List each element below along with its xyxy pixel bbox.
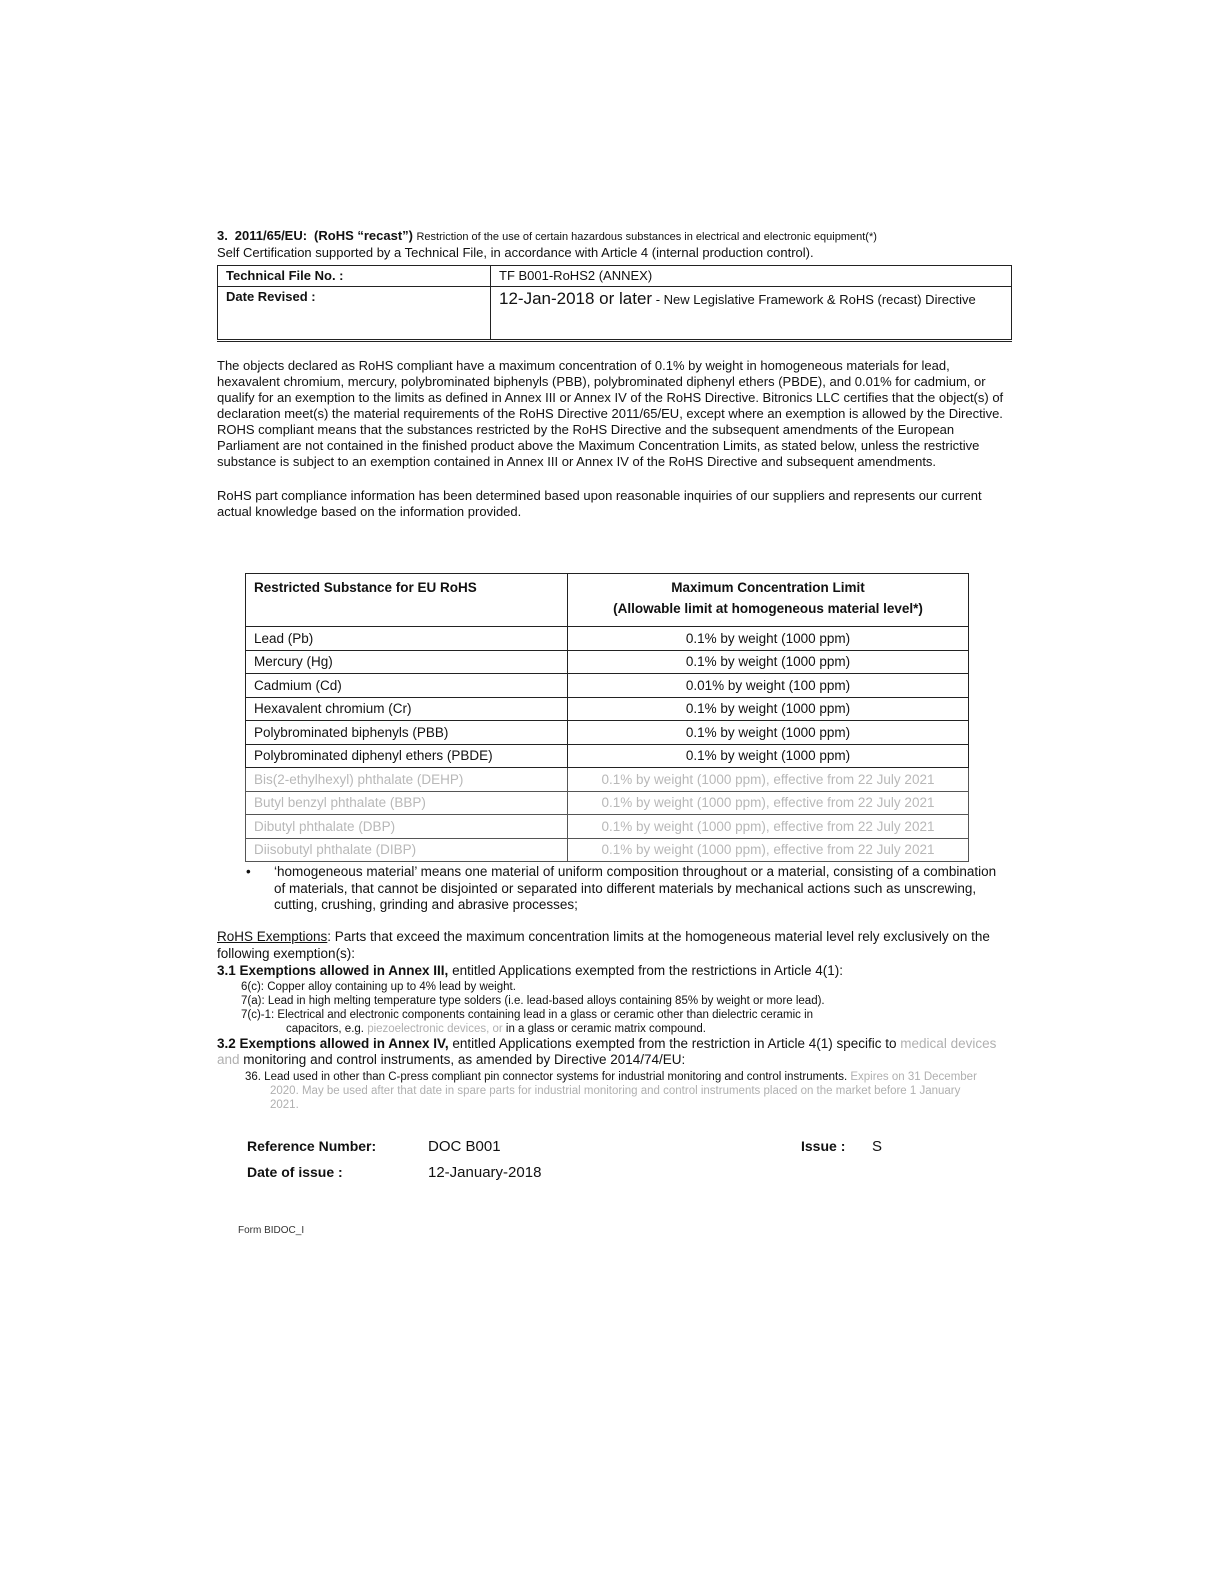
homogeneous-material-text: ‘homogeneous material’ means one material of uniform composition throughout or a material, consisting of a combination of materials, that cannot be disjointed or separated into different materials by mechanical actions such as unscrewing, cutting, crushing, grinding and abrasive processes;: [274, 864, 997, 912]
date-revised-label: Date Revised :: [218, 287, 491, 341]
table-row: [246, 744, 969, 768]
annex4-title: 3.2 Exemptions allowed in Annex IV,: [217, 1035, 449, 1051]
compliance-paragraph: The objects declared as RoHS compliant have a maximum concentration of 0.1% by weight in homogeneous materials for lead, hexavalent chromium, mercury, polybrominated biphenyls (PBB), polybrominated diphenyl ethers (PBDE), and 0.01% for cadmium, or qualify for an exemption to the limits as defined in Annex III or Annex IV of the RoHS Directive. Bitronics LLC certifies that the object(s) of declaration meet(s) the material requirements of the RoHS Directive 2011/65/EU, except where an exemption is allowed by the Directive. ROHS compliant means that the substances restricted by the RoHS Directive and the subsequent amendments of the European Parliament are not contained in the finished product above the Maximum Concentration Limits, as stated below, unless the restrictive substance is subject to an exemption contained in Annex III or Annex IV of the RoHS Directive and subsequent amendments.: [217, 358, 1004, 469]
substance-cell: Lead (Pb): [246, 627, 568, 651]
section-number: 3.: [217, 228, 228, 243]
header-limit-line1: Maximum Concentration Limit: [671, 580, 865, 595]
list-item: 7(c)-1: Electrical and electronic components containing lead in a glass or ceramic other than dielectric ceramic in: [241, 1008, 814, 1021]
limit-cell: 0.1% by weight (1000 ppm), effective from 22 July 2021: [568, 815, 969, 839]
directive-subtitle: Restriction of the use of certain hazardous substances in electrical and electronic equipment(*): [416, 231, 877, 243]
list-item-continuation: [286, 1022, 1007, 1036]
section-title: [217, 228, 1007, 245]
knowledge-paragraph: RoHS part compliance information has been determined based upon reasonable inquiries of our suppliers and represents our current actual knowledge based on the information provided.: [217, 488, 982, 519]
technical-file-label: Technical File No. :: [218, 266, 491, 287]
table-row: [246, 627, 969, 651]
rohs-exemptions-link[interactable]: RoHS Exemptions: [217, 929, 328, 944]
date-of-issue-label: Date of issue :: [247, 1164, 343, 1180]
table-row: [246, 815, 969, 839]
table-row: [246, 721, 969, 745]
issue-value: S: [872, 1138, 883, 1155]
exemptions-intro-text: : Parts that exceed the maximum concentration limits at the homogeneous material level rely exclusively on the following exemption(s):: [217, 929, 990, 961]
annex3-list: [241, 980, 1007, 1036]
date-revised-cell: [491, 287, 1012, 341]
limit-cell: 0.1% by weight (1000 ppm), effective from 22 July 2021: [568, 838, 969, 862]
declaration-section: [217, 228, 1007, 520]
date-revised-value: 12-Jan-2018 or later: [499, 289, 653, 308]
directive-name: (RoHS “recast”): [314, 228, 413, 243]
limit-cell: 0.1% by weight (1000 ppm): [568, 697, 969, 721]
substance-cell: Hexavalent chromium (Cr): [246, 697, 568, 721]
item36-grey-text: Expires on 31 December 2020. May be used after that date in spare parts for industrial monitoring and control instruments placed on the market before 1 January 2021.: [270, 1070, 977, 1111]
technical-file-table: [217, 265, 1012, 342]
limit-cell: 0.1% by weight (1000 ppm): [568, 650, 969, 674]
table-row: [246, 791, 969, 815]
continuation-grey: piezoelectronic devices, or: [367, 1022, 503, 1035]
table-header-row: [246, 574, 969, 627]
date-of-issue-value: 12-January-2018: [428, 1164, 542, 1181]
homogeneous-material-note: [246, 864, 1006, 914]
header-limit-line2: (Allowable limit at homogeneous material level*): [613, 601, 923, 616]
annex3-heading: [217, 963, 1007, 980]
annex4-item-36: [245, 1070, 990, 1112]
annex4-heading: [217, 1036, 1007, 1069]
substance-cell: Diisobutyl phthalate (DIBP): [246, 838, 568, 862]
form-id: Form BIDOC_I: [238, 1225, 305, 1236]
annex4-grey-text: medical devices and: [217, 1035, 997, 1067]
issue-label: Issue :: [801, 1138, 846, 1154]
substance-cell: Polybrominated biphenyls (PBB): [246, 721, 568, 745]
list-item: 7(a): Lead in high melting temperature type solders (i.e. lead-based alloys containing 85% by weight or more lead).: [241, 994, 825, 1007]
substance-cell: Mercury (Hg): [246, 650, 568, 674]
technical-file-value: TF B001-RoHS2 (ANNEX): [491, 266, 1012, 287]
annex4-description-end: monitoring and control instruments, as amended by Directive 2014/74/EU:: [239, 1052, 686, 1067]
header-limit: [568, 574, 969, 627]
substance-cell: Cadmium (Cd): [246, 674, 568, 698]
substance-cell: Dibutyl phthalate (DBP): [246, 815, 568, 839]
substance-cell: Butyl benzyl phthalate (BBP): [246, 791, 568, 815]
limit-cell: 0.1% by weight (1000 ppm): [568, 744, 969, 768]
substance-cell: Polybrominated diphenyl ethers (PBDE): [246, 744, 568, 768]
substance-cell: Bis(2-ethylhexyl) phthalate (DEHP): [246, 768, 568, 792]
date-revised-note: - New Legislative Framework & RoHS (recast) Directive: [655, 292, 976, 307]
substances-table: [245, 573, 969, 862]
reference-number-value: DOC B001: [428, 1138, 501, 1155]
table-row: [246, 697, 969, 721]
continuation-a: capacitors, e.g.: [286, 1022, 368, 1035]
exemptions-section: [217, 929, 1007, 1112]
list-item: 6(c): Copper alloy containing up to 4% lead by weight.: [241, 980, 516, 993]
annex4-description: entitled Applications exempted from the restriction in Article 4(1) specific to: [448, 1035, 901, 1051]
reference-number-label: Reference Number:: [247, 1138, 377, 1154]
annex3-description: entitled Applications exempted from the restrictions in Article 4(1):: [448, 963, 843, 978]
limit-cell: 0.1% by weight (1000 ppm), effective from 22 July 2021: [568, 768, 969, 792]
self-certification: Self Certification supported by a Technical File, in accordance with Article 4 (internal production control).: [217, 245, 814, 260]
table-row: [246, 838, 969, 862]
limit-cell: 0.1% by weight (1000 ppm): [568, 721, 969, 745]
header-substance: Restricted Substance for EU RoHS: [246, 574, 568, 627]
table-row: [246, 674, 969, 698]
limit-cell: 0.1% by weight (1000 ppm), effective from 22 July 2021: [568, 791, 969, 815]
annex3-title: 3.1 Exemptions allowed in Annex III,: [217, 963, 449, 978]
directive-code: 2011/65/EU:: [234, 228, 308, 243]
table-row: [246, 650, 969, 674]
item36-text: 36. Lead used in other than C-press compliant pin connector systems for industrial monitoring and control instruments.: [245, 1070, 848, 1083]
continuation-b: in a glass or ceramic matrix compound.: [502, 1022, 706, 1035]
table-row: [246, 768, 969, 792]
limit-cell: 0.01% by weight (100 ppm): [568, 674, 969, 698]
exemptions-intro: [217, 929, 1007, 962]
bullet-icon: •: [246, 864, 251, 879]
limit-cell: 0.1% by weight (1000 ppm): [568, 627, 969, 651]
